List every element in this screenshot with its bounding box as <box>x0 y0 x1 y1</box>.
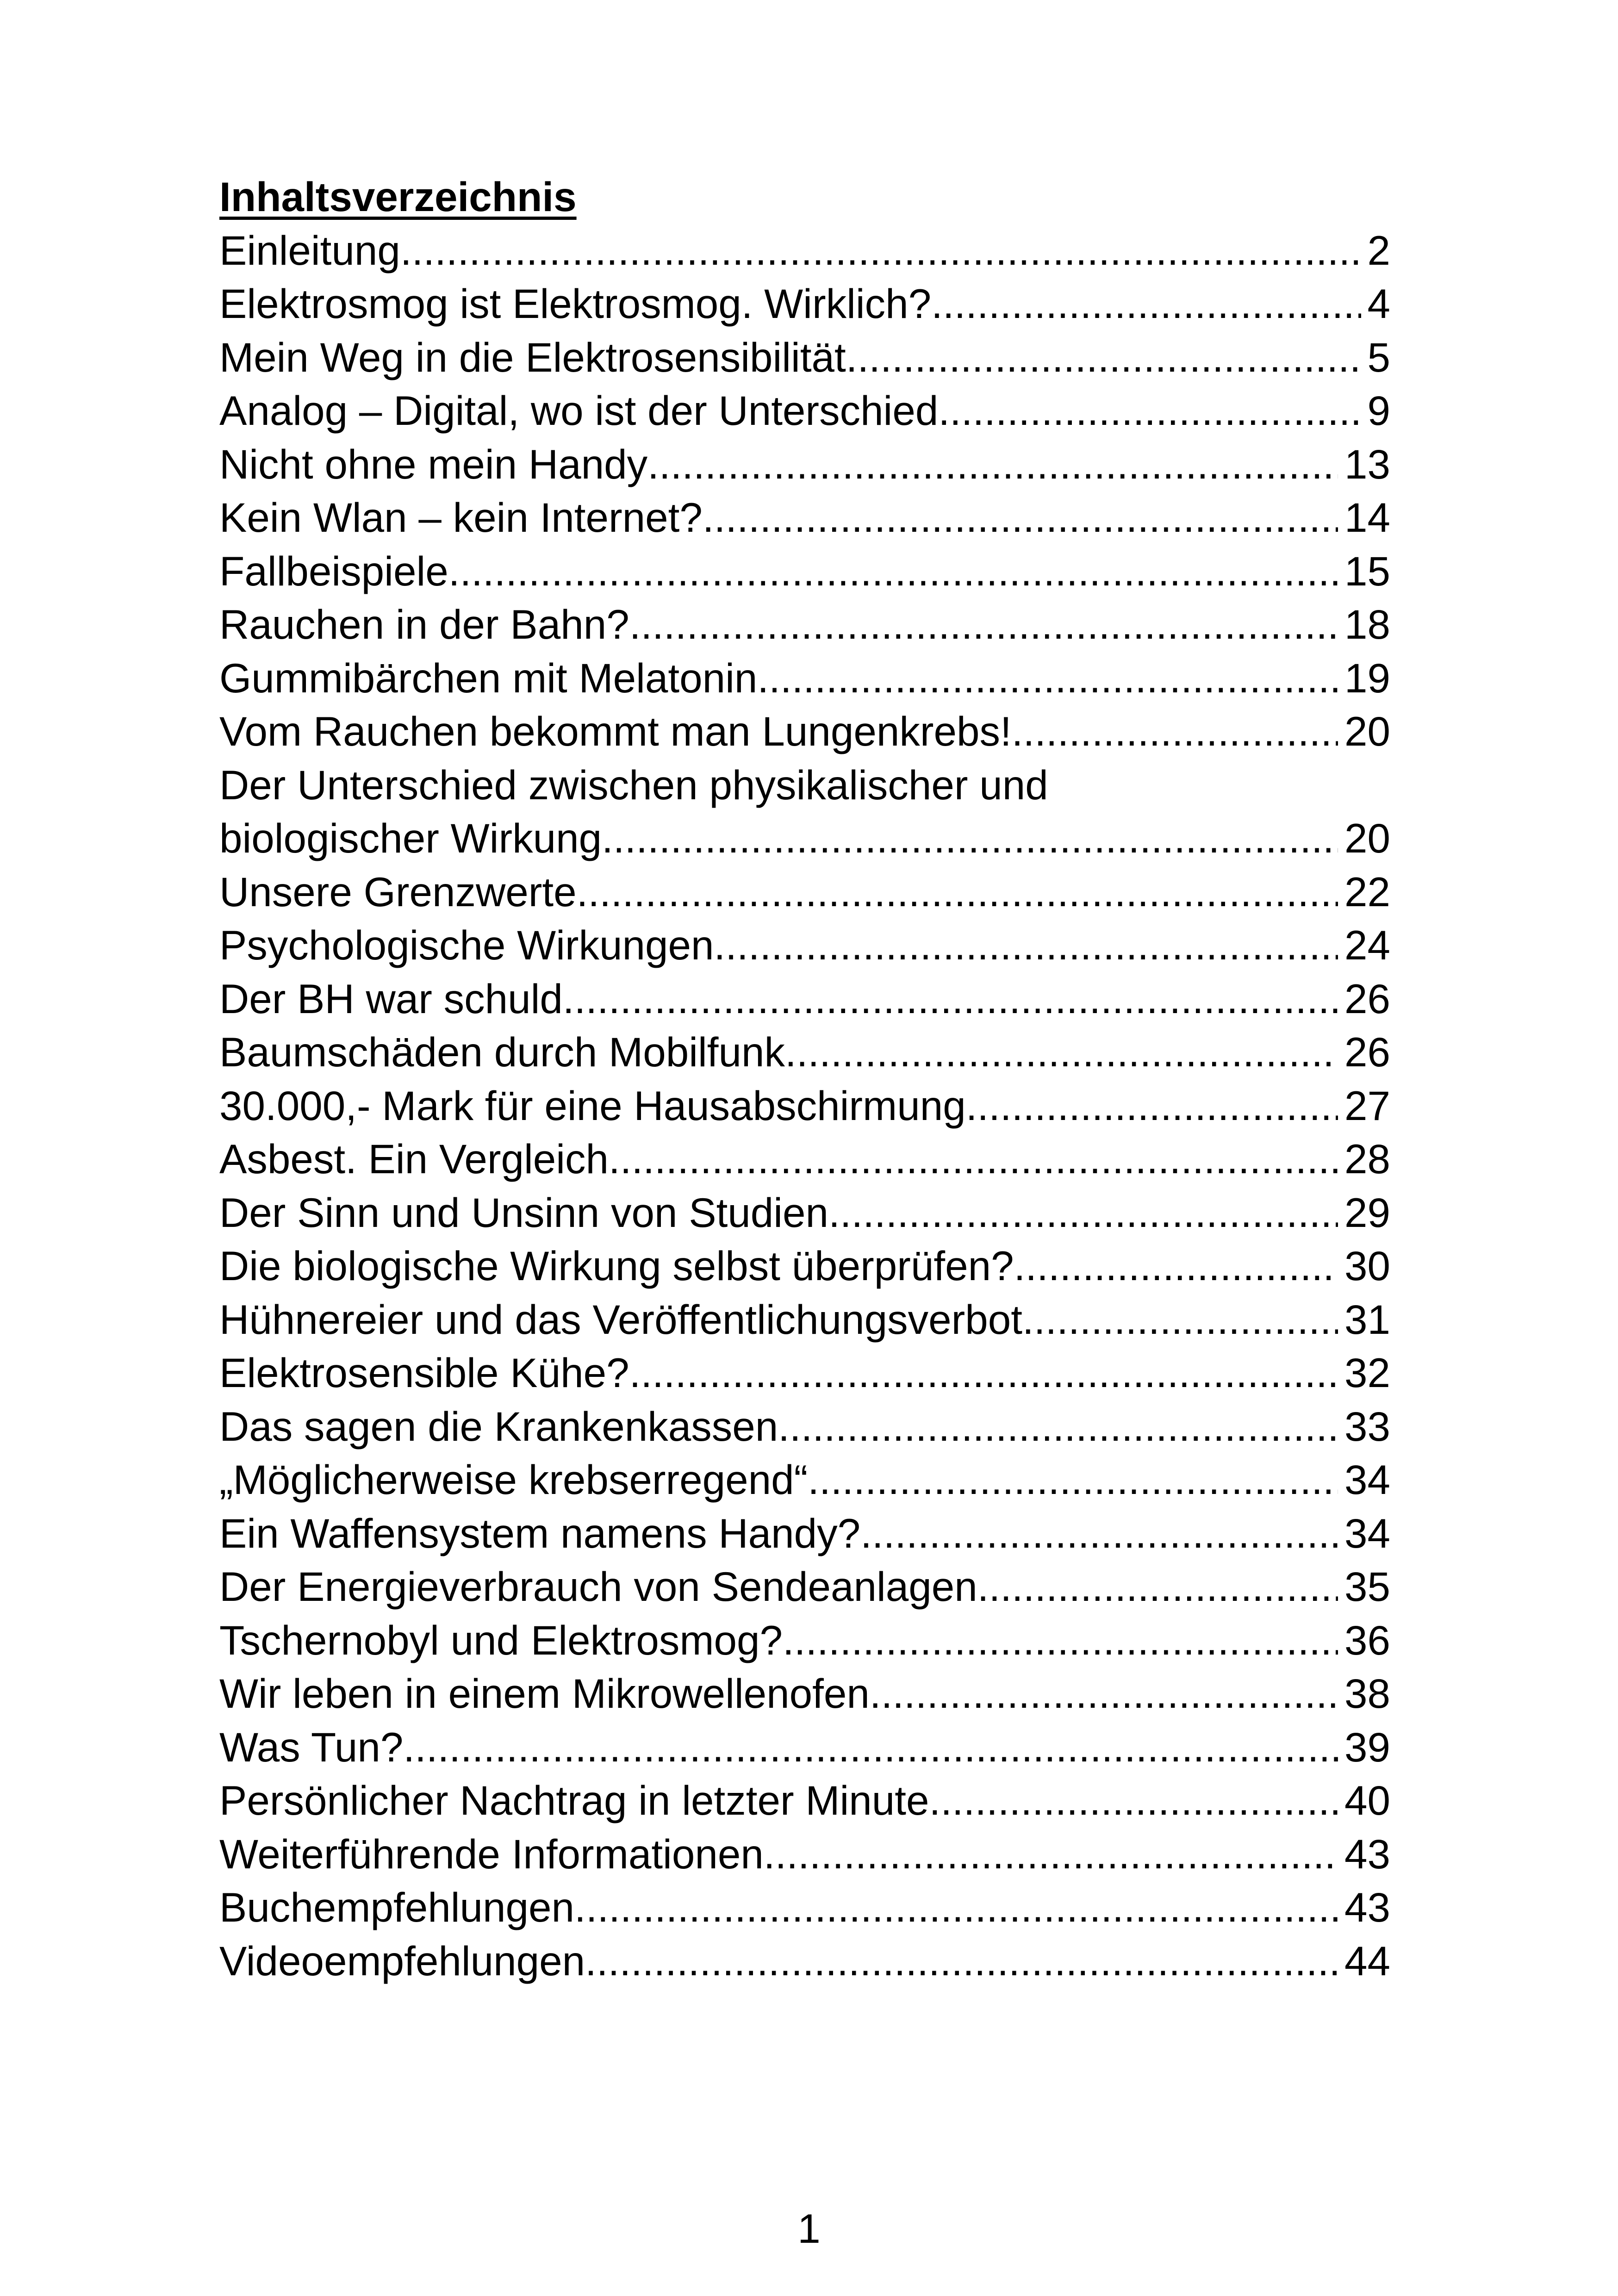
dot-leader <box>609 1132 1338 1186</box>
toc-entry-title: Weiterführende Informationen <box>219 1830 764 1877</box>
dot-leader <box>860 1507 1338 1561</box>
toc-entry <box>219 438 1390 492</box>
toc-entry-title: biologischer Wirkung <box>219 815 602 861</box>
toc-entry <box>219 1774 1390 1828</box>
toc-entry <box>219 1239 1390 1293</box>
toc-entry-page: 5 <box>1367 334 1390 380</box>
toc-entry <box>219 1132 1390 1186</box>
dot-leader <box>778 1400 1338 1454</box>
toc-entry-title: Gummibärchen mit Melatonin <box>219 654 758 701</box>
toc-entry-page: 33 <box>1344 1403 1390 1450</box>
toc-entry-page: 20 <box>1344 708 1390 754</box>
toc-entry <box>219 652 1390 705</box>
toc-entry-page: 9 <box>1367 387 1390 434</box>
dot-leader <box>808 1453 1338 1507</box>
toc-entry-page: 38 <box>1344 1670 1390 1717</box>
toc-entry <box>219 919 1390 972</box>
toc-entry-title: Elektrosensible Kühe? <box>219 1350 629 1396</box>
toc-entry <box>219 1079 1390 1133</box>
toc-entry-title: Buchempfehlungen <box>219 1884 574 1930</box>
toc-entry-title: Tschernobyl und Elektrosmog? <box>219 1617 783 1663</box>
toc-entry-title: Ein Waffensystem namens Handy? <box>219 1510 861 1556</box>
toc-entry-page: 44 <box>1344 1937 1390 1984</box>
toc-entry-title: Kein Wlan – kein Internet? <box>219 494 703 541</box>
toc-entry <box>219 384 1390 438</box>
toc-entry-page: 34 <box>1344 1456 1390 1503</box>
toc-entry <box>219 1453 1390 1507</box>
toc-list <box>219 224 1390 1988</box>
toc-entry-title: Rauchen in der Bahn? <box>219 601 629 647</box>
toc-entry <box>219 1400 1390 1454</box>
dot-leader <box>966 1079 1338 1133</box>
toc-entry-title: Baumschäden durch Mobilfunk <box>219 1029 785 1075</box>
dot-leader <box>714 919 1338 972</box>
toc-entry <box>219 1026 1390 1079</box>
toc-entry-page: 26 <box>1344 975 1390 1022</box>
dot-leader <box>1022 1293 1338 1347</box>
toc-entry <box>219 545 1390 598</box>
toc-entry-page: 43 <box>1344 1830 1390 1877</box>
table-of-contents <box>219 170 1390 1988</box>
toc-entry-title: Der Energieverbrauch von Sendeanlagen <box>219 1563 977 1610</box>
toc-entry-page: 19 <box>1344 654 1390 701</box>
dot-leader <box>403 1721 1338 1774</box>
dot-leader <box>757 652 1338 705</box>
toc-entry-page: 28 <box>1344 1136 1390 1182</box>
toc-entry-title: Elektrosmog ist Elektrosmog. Wirklich? <box>219 280 932 327</box>
dot-leader <box>448 545 1338 598</box>
toc-entry <box>219 1881 1390 1935</box>
toc-entry <box>219 598 1390 652</box>
toc-entry <box>219 1186 1390 1240</box>
toc-entry-title: Das sagen die Krankenkassen <box>219 1403 778 1450</box>
dot-leader <box>400 224 1361 278</box>
dot-leader <box>783 1614 1338 1668</box>
toc-entry-title: Analog – Digital, wo ist der Unterschied <box>219 387 939 434</box>
dot-leader <box>629 1346 1338 1400</box>
toc-entry-page: 29 <box>1344 1189 1390 1236</box>
dot-leader <box>929 1774 1338 1828</box>
toc-entry-title: Persönlicher Nachtrag in letzter Minute <box>219 1777 929 1823</box>
dot-leader <box>938 384 1361 438</box>
toc-entry-page: 26 <box>1344 1029 1390 1075</box>
toc-entry <box>219 331 1390 385</box>
toc-entry-title: Videoempfehlungen <box>219 1937 585 1984</box>
toc-title: Inhaltsverzeichnis <box>219 174 577 220</box>
toc-entry-title: Fallbeispiele <box>219 548 448 594</box>
dot-leader <box>563 972 1338 1026</box>
toc-entry <box>219 1293 1390 1347</box>
toc-entry-page: 35 <box>1344 1563 1390 1610</box>
dot-leader <box>629 598 1338 652</box>
toc-entry <box>219 865 1390 919</box>
toc-entry-page: 32 <box>1344 1350 1390 1396</box>
dot-leader <box>764 1828 1338 1881</box>
toc-entry-title: Nicht ohne mein Handy <box>219 441 648 487</box>
dot-leader <box>828 1186 1338 1240</box>
toc-entry-page: 4 <box>1367 280 1390 327</box>
dot-leader <box>846 331 1361 385</box>
toc-entry <box>219 972 1390 1026</box>
toc-entry-page: 24 <box>1344 922 1390 968</box>
toc-entry <box>219 1721 1390 1774</box>
dot-leader <box>703 491 1338 545</box>
toc-entry-page: 31 <box>1344 1296 1390 1343</box>
toc-entry-title: Mein Weg in die Elektrosensibilität <box>219 334 846 380</box>
toc-entry <box>219 224 1390 278</box>
toc-entry <box>219 1346 1390 1400</box>
toc-entry-page: 36 <box>1344 1617 1390 1663</box>
toc-entry <box>219 277 1390 331</box>
toc-entry-title: Einleitung <box>219 227 400 274</box>
toc-entry <box>219 491 1390 545</box>
dot-leader <box>870 1667 1338 1721</box>
dot-leader <box>977 1560 1338 1614</box>
dot-leader <box>1014 1239 1338 1293</box>
toc-entry-page: 30 <box>1344 1243 1390 1289</box>
toc-entry <box>219 705 1390 759</box>
toc-entry-title: Wir leben in einem Mikrowellenofen <box>219 1670 870 1717</box>
toc-entry <box>219 1935 1390 1988</box>
toc-entry-page: 15 <box>1344 548 1390 594</box>
toc-entry-page: 22 <box>1344 868 1390 915</box>
toc-entry-title: Die biologische Wirkung selbst überprüfen? <box>219 1243 1014 1289</box>
dot-leader <box>602 812 1338 865</box>
dot-leader <box>577 865 1338 919</box>
dot-leader <box>785 1026 1338 1079</box>
toc-entry-page: 14 <box>1344 494 1390 541</box>
toc-entry-title: Was Tun? <box>219 1724 404 1770</box>
toc-entry-page: 20 <box>1344 815 1390 861</box>
toc-entry-title: Der BH war schuld <box>219 975 563 1022</box>
toc-entry-title: 30.000,- Mark für eine Hausabschirmung <box>219 1082 966 1129</box>
toc-entry-title: Der Sinn und Unsinn von Studien <box>219 1189 829 1236</box>
dot-leader <box>585 1935 1338 1988</box>
toc-entry-page: 39 <box>1344 1724 1390 1770</box>
toc-entry-title: Asbest. Ein Vergleich <box>219 1136 609 1182</box>
toc-entry-page: 27 <box>1344 1082 1390 1129</box>
toc-entry-title: Vom Rauchen bekommt man Lungenkrebs! <box>219 708 1012 754</box>
toc-entry <box>219 1560 1390 1614</box>
toc-entry <box>219 1828 1390 1881</box>
toc-entry-title: Unsere Grenzwerte <box>219 868 577 915</box>
toc-entry-page: 2 <box>1367 227 1390 274</box>
toc-entry-title: Psychologische Wirkungen <box>219 922 714 968</box>
toc-entry-page: 13 <box>1344 441 1390 487</box>
toc-entry <box>219 1614 1390 1668</box>
toc-entry-page: 34 <box>1344 1510 1390 1556</box>
dot-leader <box>574 1881 1338 1935</box>
toc-entry-page: 18 <box>1344 601 1390 647</box>
dot-leader <box>931 277 1361 331</box>
toc-entry <box>219 1667 1390 1721</box>
dot-leader <box>647 438 1338 492</box>
toc-entry <box>219 759 1390 865</box>
toc-entry-title: Hühnereier und das Veröffentlichungsverbot <box>219 1296 1023 1343</box>
toc-entry-page: 40 <box>1344 1777 1390 1823</box>
dot-leader <box>1012 705 1338 759</box>
toc-entry <box>219 1507 1390 1561</box>
toc-entry-title-line1: Der Unterschied zwischen physikalischer und <box>219 761 1048 808</box>
toc-entry-page: 43 <box>1344 1884 1390 1930</box>
page-number: 1 <box>797 2205 821 2252</box>
toc-entry-title: „Möglicherweise krebserregend“ <box>219 1456 808 1503</box>
